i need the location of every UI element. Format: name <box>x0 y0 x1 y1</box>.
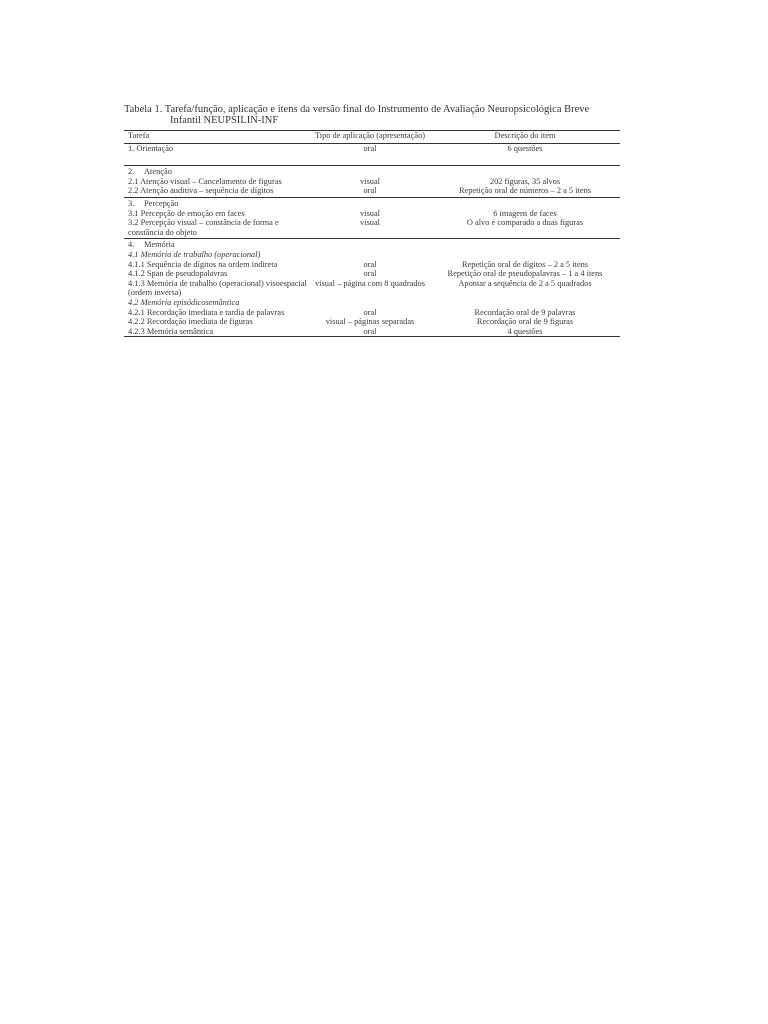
row-tarefa: 4.1.3 Memória de trabalho (operacional) visoespacial (ordem inversa) <box>128 278 307 298</box>
section-number: 3. <box>128 198 135 208</box>
row-tipo: visual – página com 8 quadrados <box>314 278 425 288</box>
section-label: Atenção <box>144 167 172 177</box>
row-descricao: Repetição oral de dígitos – 2 a 5 itens <box>461 259 589 269</box>
row-descricao: Recordação oral de 9 palavras <box>474 307 576 317</box>
section-row-percepcao <box>124 197 620 208</box>
section-title <box>124 239 620 250</box>
section-label: Memória <box>144 240 175 250</box>
section-title <box>124 166 620 177</box>
table-header-row <box>124 131 620 144</box>
row-tarefa: 4.2.2 Recordação imediata de figuras <box>128 317 253 327</box>
row-tarefa: 4.2.3 Memória semântica <box>124 327 310 337</box>
row-tarefa: 4.1.1 Sequência de dígitos na ordem indireta <box>128 259 278 269</box>
row-descricao: 4 questões <box>430 327 620 337</box>
table-row <box>124 269 620 279</box>
row-tarefa: 3.2 Percepção visual – constância de forma e constância do objeto <box>128 218 279 237</box>
table-row <box>124 209 620 219</box>
section-label: Percepção <box>144 198 179 208</box>
row-tipo: oral <box>363 307 377 317</box>
subsection-title: 4.2 Memória episódicosemântica <box>128 297 240 307</box>
row-tipo: oral <box>310 327 430 337</box>
spacer-row <box>124 153 620 166</box>
header-descricao: Descrição do item <box>430 131 620 144</box>
row-descricao: Repetição oral de números – 2 a 5 itens <box>458 186 592 196</box>
table-row <box>124 260 620 270</box>
row-tipo: visual – páginas separadas <box>325 317 415 327</box>
row-tipo: oral <box>363 186 377 196</box>
section-row-memoria <box>124 239 620 250</box>
row-descricao: Repetição oral de pseudopalavras – 1 a 4 itens <box>447 269 603 279</box>
table-row <box>124 186 620 197</box>
section-title <box>124 197 620 208</box>
table-caption <box>124 104 620 126</box>
row-tarefa: 2.1 Atenção visual – Cancelamento de figuras <box>128 176 282 186</box>
table-row <box>124 327 620 337</box>
row-tipo: oral <box>363 143 377 153</box>
table-row <box>124 308 620 318</box>
subsection-row <box>124 298 620 308</box>
caption-line-1: Tabela 1. Tarefa/função, aplicação e itens da versão final do Instrumento de Avaliação Neuropsicológica Breve <box>124 104 590 115</box>
caption-line-2: Infantil NEUPSILIN-INF <box>170 115 279 126</box>
row-descricao: 202 figuras, 35 alvos <box>489 176 561 186</box>
row-tarefa: 4.1.2 Span de pseudopalavras <box>128 269 228 279</box>
row-tarefa: 4.2.1 Recordação imediata e tardia de palavras <box>128 307 285 317</box>
subsection-title: 4.1 Memória de trabalho (operacional) <box>128 249 261 259</box>
row-tipo: visual <box>359 176 380 186</box>
section-number: 4. <box>128 240 135 250</box>
row-descricao: O alvo é comparado a duas figuras <box>466 218 584 228</box>
table-row <box>124 279 620 298</box>
row-tipo: oral <box>363 259 377 269</box>
table-row <box>124 143 620 153</box>
header-tipo: Tipo de aplicação (apresentação) <box>310 131 430 144</box>
row-tipo: oral <box>363 269 377 279</box>
row-tarefa: 1. Orientação <box>128 143 174 153</box>
header-tarefa: Tarefa <box>124 131 310 144</box>
tasks-table <box>124 130 620 337</box>
row-descricao: Apontar a sequência de 2 a 5 quadrados <box>458 278 592 288</box>
table-row <box>124 177 620 187</box>
row-tarefa: 2.2 Atenção auditiva – sequência de dígitos <box>128 186 274 196</box>
row-tipo: visual <box>359 218 380 228</box>
document-page <box>124 104 620 337</box>
row-tarefa: 3.1 Percepção de emoção em faces <box>128 208 245 218</box>
row-descricao: Recordação oral de 9 figuras <box>476 317 574 327</box>
row-descricao: 6 imagens de faces <box>493 208 557 218</box>
section-number: 2. <box>128 167 135 177</box>
section-row-atencao <box>124 166 620 177</box>
subsection-row <box>124 250 620 260</box>
row-descricao: 6 questões <box>507 143 543 153</box>
row-tipo: visual <box>359 208 380 218</box>
table-row <box>124 317 620 327</box>
table-row <box>124 218 620 239</box>
